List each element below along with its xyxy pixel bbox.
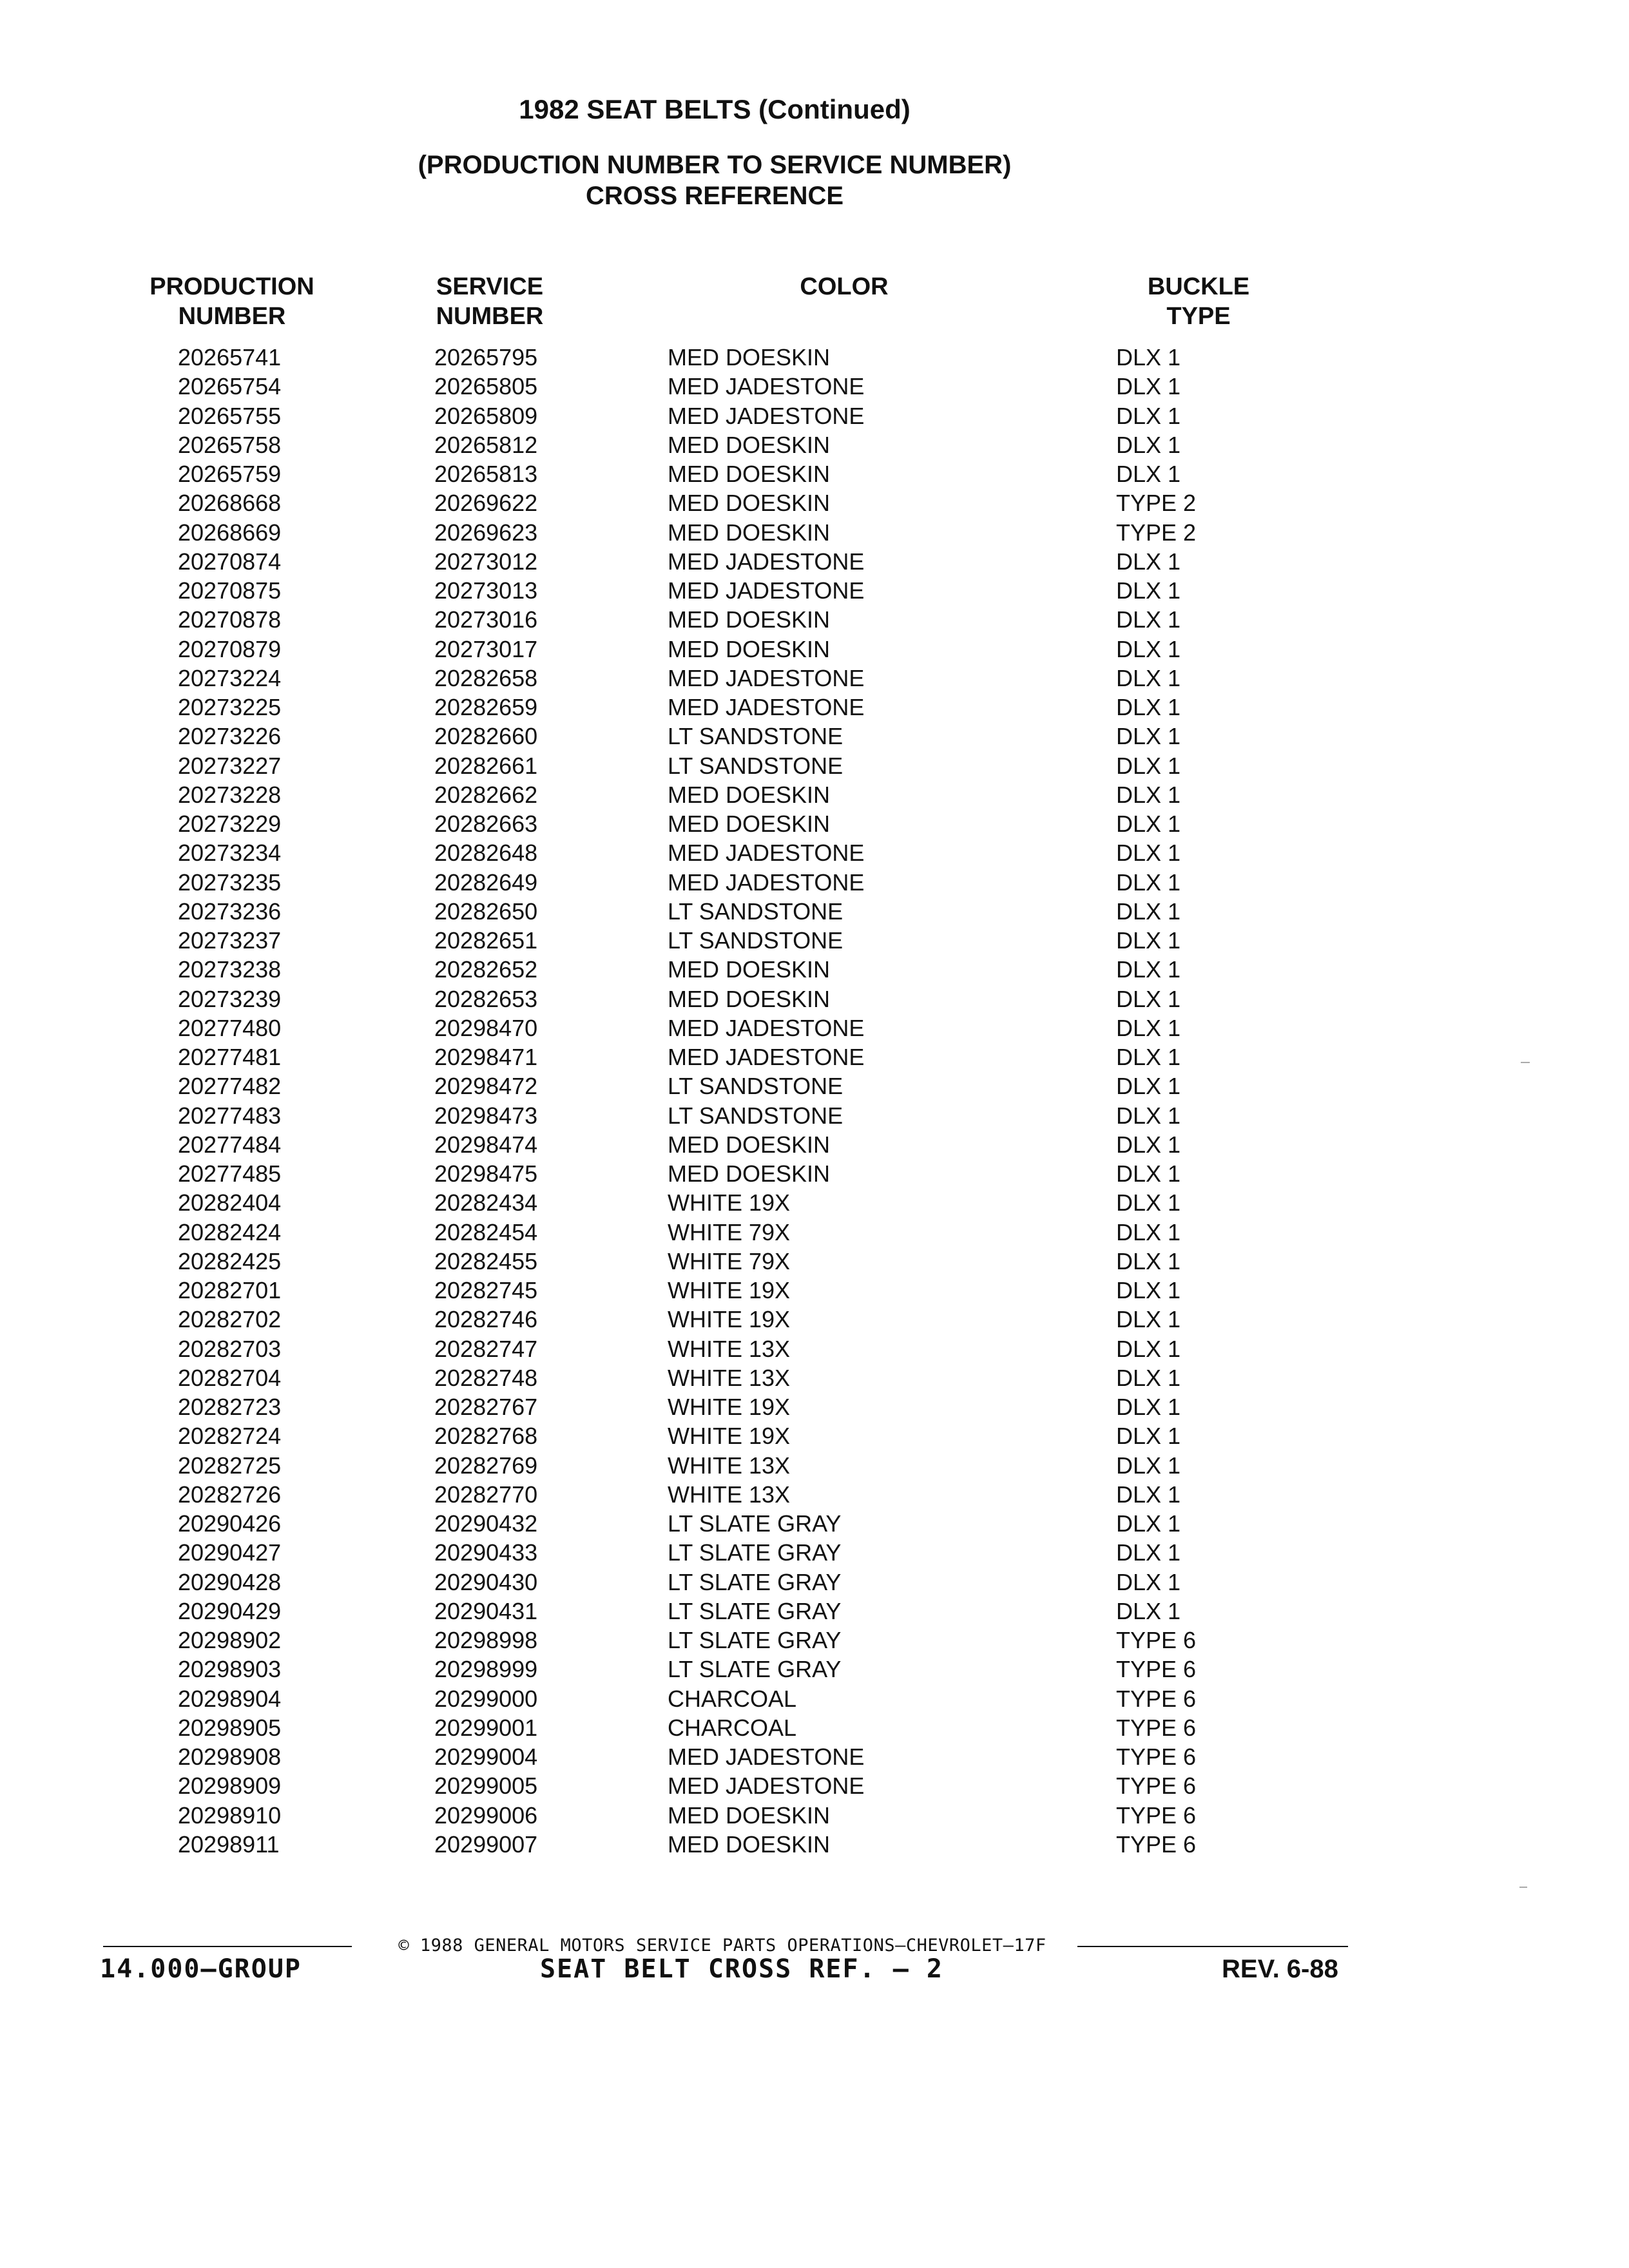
color-cell: MED DOESKIN	[668, 461, 831, 487]
color-cell: MED DOESKIN	[668, 1160, 831, 1187]
color-cell: LT SANDSTONE	[668, 898, 843, 925]
color-cell: WHITE 13X	[668, 1364, 791, 1391]
production-number-cell: 20282702	[178, 1306, 282, 1333]
buckle-type-cell: DLX 1	[1116, 1452, 1181, 1479]
service-number-cell: 20282663	[434, 811, 538, 837]
footer-rule-left	[103, 1946, 352, 1947]
color-cell: MED JADESTONE	[668, 694, 865, 720]
service-number-cell: 20290430	[434, 1568, 538, 1595]
copyright-notice: © 1988 GENERAL MOTORS SERVICE PARTS OPERATIONS—CHEVROLET—17F	[398, 1936, 1046, 1956]
buckle-type-cell: DLX 1	[1116, 781, 1181, 808]
production-number-cell: 20273227	[178, 752, 282, 779]
production-number-cell: 20268668	[178, 490, 282, 517]
production-number-cell: 20277484	[178, 1131, 282, 1158]
buckle-type-cell: TYPE 6	[1116, 1744, 1197, 1770]
color-cell: LT SANDSTONE	[668, 927, 843, 954]
color-cell: MED DOESKIN	[668, 1831, 831, 1858]
table-row	[0, 751, 1629, 780]
buckle-type-cell: DLX 1	[1116, 1014, 1181, 1041]
service-number-cell: 20282653	[434, 985, 538, 1012]
table-row	[0, 1771, 1629, 1800]
column-header-service	[387, 272, 593, 331]
buckle-type-cell: DLX 1	[1116, 1306, 1181, 1333]
buckle-type-cell: TYPE 6	[1116, 1802, 1197, 1829]
table-row	[0, 1480, 1629, 1509]
buckle-type-cell: TYPE 6	[1116, 1714, 1197, 1741]
buckle-type-cell: TYPE 6	[1116, 1685, 1197, 1712]
production-number-cell: 20273228	[178, 781, 282, 808]
table-row	[0, 547, 1629, 576]
color-cell: MED JADESTONE	[668, 869, 865, 896]
color-cell: MED DOESKIN	[668, 1131, 831, 1158]
production-number-cell: 20282724	[178, 1423, 282, 1450]
column-header-production	[129, 272, 335, 331]
table-row	[0, 430, 1629, 459]
production-number-cell: 20282725	[178, 1452, 282, 1479]
buckle-type-cell: DLX 1	[1116, 402, 1181, 429]
table-row	[0, 401, 1629, 430]
buckle-type-cell: DLX 1	[1116, 1481, 1181, 1508]
buckle-type-cell: DLX 1	[1116, 1277, 1181, 1303]
buckle-type-cell: DLX 1	[1116, 1044, 1181, 1070]
service-number-cell: 20298998	[434, 1627, 538, 1653]
production-number-cell: 20265755	[178, 402, 282, 429]
buckle-type-cell: DLX 1	[1116, 752, 1181, 779]
production-number-cell: 20298911	[178, 1831, 280, 1858]
service-number-cell: 20273017	[434, 635, 538, 662]
service-number-cell: 20282652	[434, 956, 538, 983]
table-row	[0, 1218, 1629, 1247]
color-cell: LT SLATE GRAY	[668, 1539, 842, 1566]
color-cell: MED JADESTONE	[668, 1773, 865, 1800]
service-number-cell: 20265813	[434, 461, 538, 487]
table-row	[0, 664, 1629, 693]
service-number-cell: 20282455	[434, 1247, 538, 1274]
production-number-cell: 20273237	[178, 927, 282, 954]
color-cell: MED DOESKIN	[668, 431, 831, 458]
buckle-type-cell: DLX 1	[1116, 956, 1181, 983]
buckle-type-cell: DLX 1	[1116, 1131, 1181, 1158]
column-header-color-line1: COLOR	[800, 273, 889, 300]
color-cell: MED DOESKIN	[668, 344, 831, 370]
production-number-cell: 20298904	[178, 1685, 282, 1712]
color-cell: MED JADESTONE	[668, 577, 865, 604]
column-header-buckle-line2: TYPE	[1166, 303, 1231, 330]
buckle-type-cell: DLX 1	[1116, 927, 1181, 954]
service-number-cell: 20282746	[434, 1306, 538, 1333]
buckle-type-cell: DLX 1	[1116, 869, 1181, 896]
production-number-cell: 20277482	[178, 1073, 282, 1100]
color-cell: WHITE 79X	[668, 1247, 791, 1274]
table-row	[0, 693, 1629, 722]
buckle-type-cell: DLX 1	[1116, 1510, 1181, 1537]
page-subtitle: (PRODUCTION NUMBER TO SERVICE NUMBER)	[418, 151, 1012, 179]
color-cell: LT SANDSTONE	[668, 723, 843, 750]
table-row	[0, 1742, 1629, 1771]
column-header-production-line2: NUMBER	[178, 303, 286, 330]
table-row	[0, 1305, 1629, 1334]
color-cell: MED DOESKIN	[668, 490, 831, 517]
table-row	[0, 1509, 1629, 1538]
color-cell: WHITE 19X	[668, 1277, 791, 1303]
table-row	[0, 1713, 1629, 1742]
color-cell: MED JADESTONE	[668, 373, 865, 400]
buckle-type-cell: DLX 1	[1116, 577, 1181, 604]
table-row	[0, 1568, 1629, 1597]
table-row	[0, 1830, 1629, 1859]
table-row	[0, 1188, 1629, 1217]
production-number-cell: 20273224	[178, 664, 282, 691]
service-number-cell: 20282767	[434, 1394, 538, 1420]
service-number-cell: 20282770	[434, 1481, 538, 1508]
service-number-cell: 20282658	[434, 664, 538, 691]
production-number-cell: 20282726	[178, 1481, 282, 1508]
service-number-cell: 20299001	[434, 1714, 538, 1741]
buckle-type-cell: DLX 1	[1116, 1160, 1181, 1187]
table-row	[0, 488, 1629, 517]
service-number-cell: 20282660	[434, 723, 538, 750]
color-cell: WHITE 19X	[668, 1394, 791, 1420]
buckle-type-cell: DLX 1	[1116, 840, 1181, 867]
color-cell: MED DOESKIN	[668, 635, 831, 662]
table-row	[0, 635, 1629, 664]
production-number-cell: 20265758	[178, 431, 282, 458]
table-row	[0, 1043, 1629, 1072]
table-row	[0, 1363, 1629, 1392]
service-number-cell: 20299004	[434, 1744, 538, 1770]
production-number-cell: 20270874	[178, 548, 282, 575]
production-number-cell: 20290427	[178, 1539, 282, 1566]
service-number-cell: 20290433	[434, 1539, 538, 1566]
buckle-type-cell: DLX 1	[1116, 985, 1181, 1012]
production-number-cell: 20277480	[178, 1014, 282, 1041]
color-cell: WHITE 19X	[668, 1306, 791, 1333]
service-number-cell: 20298474	[434, 1131, 538, 1158]
color-cell: CHARCOAL	[668, 1685, 797, 1712]
buckle-type-cell: DLX 1	[1116, 694, 1181, 720]
color-cell: MED DOESKIN	[668, 781, 831, 808]
buckle-type-cell: TYPE 2	[1116, 490, 1197, 517]
footer-rule-right	[1077, 1946, 1348, 1947]
service-number-cell: 20282745	[434, 1277, 538, 1303]
column-header-buckle	[1095, 272, 1302, 331]
table-row	[0, 1392, 1629, 1421]
production-number-cell: 20298903	[178, 1656, 282, 1683]
service-number-cell: 20298472	[434, 1073, 538, 1100]
buckle-type-cell: DLX 1	[1116, 1568, 1181, 1595]
service-number-cell: 20298470	[434, 1014, 538, 1041]
production-number-cell: 20273234	[178, 840, 282, 867]
table-row	[0, 1101, 1629, 1130]
service-number-cell: 20282648	[434, 840, 538, 867]
production-number-cell: 20298908	[178, 1744, 282, 1770]
buckle-type-cell: TYPE 6	[1116, 1831, 1197, 1858]
color-cell: MED JADESTONE	[668, 840, 865, 867]
table-row	[0, 1334, 1629, 1363]
table-row	[0, 985, 1629, 1014]
table-row	[0, 1538, 1629, 1567]
table-row	[0, 576, 1629, 605]
color-cell: WHITE 13X	[668, 1481, 791, 1508]
buckle-type-cell: DLX 1	[1116, 1335, 1181, 1362]
color-cell: WHITE 13X	[668, 1452, 791, 1479]
service-number-cell: 20265795	[434, 344, 538, 370]
color-cell: LT SANDSTONE	[668, 1102, 843, 1129]
buckle-type-cell: DLX 1	[1116, 1189, 1181, 1216]
service-number-cell: 20282649	[434, 869, 538, 896]
color-cell: WHITE 19X	[668, 1423, 791, 1450]
buckle-type-cell: DLX 1	[1116, 1597, 1181, 1624]
buckle-type-cell: DLX 1	[1116, 548, 1181, 575]
production-number-cell: 20282424	[178, 1218, 282, 1245]
scan-speck	[1521, 1062, 1530, 1063]
color-cell: LT SANDSTONE	[668, 1073, 843, 1100]
color-cell: WHITE 13X	[668, 1335, 791, 1362]
production-number-cell: 20282704	[178, 1364, 282, 1391]
color-cell: WHITE 79X	[668, 1218, 791, 1245]
service-number-cell: 20299007	[434, 1831, 538, 1858]
table-row	[0, 1072, 1629, 1100]
production-number-cell: 20282701	[178, 1277, 282, 1303]
color-cell: LT SLATE GRAY	[668, 1597, 842, 1624]
production-number-cell: 20270879	[178, 635, 282, 662]
production-number-cell: 20298902	[178, 1627, 282, 1653]
buckle-type-cell: TYPE 6	[1116, 1656, 1197, 1683]
production-number-cell: 20273239	[178, 985, 282, 1012]
table-row	[0, 605, 1629, 634]
color-cell: MED DOESKIN	[668, 956, 831, 983]
service-number-cell: 20265809	[434, 402, 538, 429]
color-cell: MED JADESTONE	[668, 402, 865, 429]
table-row	[0, 343, 1629, 372]
table-row	[0, 518, 1629, 547]
page-subtitle-secondary: CROSS REFERENCE	[585, 182, 844, 210]
column-header-buckle-line1: BUCKLE	[1147, 273, 1250, 300]
buckle-type-cell: DLX 1	[1116, 373, 1181, 400]
production-number-cell: 20273236	[178, 898, 282, 925]
service-number-cell: 20299000	[434, 1685, 538, 1712]
service-number-cell: 20298471	[434, 1044, 538, 1070]
table-row	[0, 1247, 1629, 1276]
buckle-type-cell: DLX 1	[1116, 1539, 1181, 1566]
service-number-cell: 20298475	[434, 1160, 538, 1187]
service-number-cell: 20282747	[434, 1335, 538, 1362]
production-number-cell: 20270878	[178, 606, 282, 633]
service-number-cell: 20273013	[434, 577, 538, 604]
color-cell: MED DOESKIN	[668, 811, 831, 837]
table-row	[0, 897, 1629, 926]
service-number-cell: 20265805	[434, 373, 538, 400]
service-number-cell: 20282748	[434, 1364, 538, 1391]
table-row	[0, 459, 1629, 488]
service-number-cell: 20265812	[434, 431, 538, 458]
service-number-cell: 20298473	[434, 1102, 538, 1129]
production-number-cell: 20282723	[178, 1394, 282, 1420]
service-number-cell: 20299005	[434, 1773, 538, 1800]
production-number-cell: 20265741	[178, 344, 282, 370]
table-row	[0, 868, 1629, 897]
table-row	[0, 1451, 1629, 1480]
column-header-service-line2: NUMBER	[436, 303, 544, 330]
table-row	[0, 1801, 1629, 1830]
service-number-cell: 20298999	[434, 1656, 538, 1683]
service-number-cell: 20282651	[434, 927, 538, 954]
buckle-type-cell: DLX 1	[1116, 635, 1181, 662]
production-number-cell: 20273226	[178, 723, 282, 750]
color-cell: MED JADESTONE	[668, 1744, 865, 1770]
service-number-cell: 20290431	[434, 1597, 538, 1624]
page-title: 1982 SEAT BELTS (Continued)	[519, 94, 911, 124]
production-number-cell: 20273238	[178, 956, 282, 983]
production-number-cell: 20265754	[178, 373, 282, 400]
buckle-type-cell: DLX 1	[1116, 1394, 1181, 1420]
color-cell: LT SLATE GRAY	[668, 1568, 842, 1595]
table-row	[0, 1276, 1629, 1305]
color-cell: MED JADESTONE	[668, 548, 865, 575]
buckle-type-cell: DLX 1	[1116, 811, 1181, 837]
revision-label: REV. 6-88	[1222, 1955, 1338, 1983]
service-number-cell: 20282454	[434, 1218, 538, 1245]
color-cell: MED DOESKIN	[668, 1802, 831, 1829]
service-number-cell: 20282659	[434, 694, 538, 720]
buckle-type-cell: TYPE 6	[1116, 1627, 1197, 1653]
buckle-type-cell: TYPE 6	[1116, 1773, 1197, 1800]
service-number-cell: 20282661	[434, 752, 538, 779]
production-number-cell: 20270875	[178, 577, 282, 604]
color-cell: LT SLATE GRAY	[668, 1627, 842, 1653]
scan-speck	[1519, 1887, 1527, 1888]
buckle-type-cell: DLX 1	[1116, 664, 1181, 691]
production-number-cell: 20282703	[178, 1335, 282, 1362]
production-number-cell: 20282404	[178, 1189, 282, 1216]
service-number-cell: 20282662	[434, 781, 538, 808]
color-cell: MED JADESTONE	[668, 664, 865, 691]
table-row	[0, 1626, 1629, 1655]
buckle-type-cell: DLX 1	[1116, 1218, 1181, 1245]
table-row	[0, 722, 1629, 751]
table-row	[0, 1014, 1629, 1043]
table-row	[0, 1130, 1629, 1159]
production-number-cell: 20277485	[178, 1160, 282, 1187]
buckle-type-cell: DLX 1	[1116, 344, 1181, 370]
color-cell: WHITE 19X	[668, 1189, 791, 1216]
production-number-cell: 20265759	[178, 461, 282, 487]
column-header-service-line1: SERVICE	[436, 273, 544, 300]
service-number-cell: 20273016	[434, 606, 538, 633]
production-number-cell: 20273229	[178, 811, 282, 837]
service-number-cell: 20269622	[434, 490, 538, 517]
service-number-cell: 20269623	[434, 519, 538, 546]
color-cell: MED DOESKIN	[668, 519, 831, 546]
production-number-cell: 20277481	[178, 1044, 282, 1070]
color-cell: LT SLATE GRAY	[668, 1510, 842, 1537]
table-row	[0, 926, 1629, 955]
buckle-type-cell: DLX 1	[1116, 1073, 1181, 1100]
color-cell: CHARCOAL	[668, 1714, 797, 1741]
service-number-cell: 20282769	[434, 1452, 538, 1479]
table-row	[0, 1655, 1629, 1684]
production-number-cell: 20273235	[178, 869, 282, 896]
service-number-cell: 20273012	[434, 548, 538, 575]
buckle-type-cell: DLX 1	[1116, 606, 1181, 633]
color-cell: LT SLATE GRAY	[668, 1656, 842, 1683]
buckle-type-cell: DLX 1	[1116, 723, 1181, 750]
production-number-cell: 20277483	[178, 1102, 282, 1129]
production-number-cell: 20290426	[178, 1510, 282, 1537]
table-row	[0, 955, 1629, 984]
color-cell: MED DOESKIN	[668, 985, 831, 1012]
production-number-cell: 20298909	[178, 1773, 282, 1800]
service-number-cell: 20282768	[434, 1423, 538, 1450]
service-number-cell: 20290432	[434, 1510, 538, 1537]
buckle-type-cell: DLX 1	[1116, 1247, 1181, 1274]
buckle-type-cell: TYPE 2	[1116, 519, 1197, 546]
production-number-cell: 20298910	[178, 1802, 282, 1829]
group-label: 14.000—GROUP	[100, 1954, 302, 1984]
column-header-color	[741, 272, 947, 302]
table-row	[0, 780, 1629, 809]
color-cell: MED JADESTONE	[668, 1014, 865, 1041]
table-row	[0, 372, 1629, 401]
color-cell: MED DOESKIN	[668, 606, 831, 633]
production-number-cell: 20290428	[178, 1568, 282, 1595]
table-row	[0, 838, 1629, 867]
table-row	[0, 809, 1629, 838]
table-row	[0, 1597, 1629, 1626]
buckle-type-cell: DLX 1	[1116, 898, 1181, 925]
table-row	[0, 1159, 1629, 1188]
section-label: SEAT BELT CROSS REF. — 2	[540, 1954, 943, 1984]
table-row	[0, 1684, 1629, 1713]
buckle-type-cell: DLX 1	[1116, 1423, 1181, 1450]
production-number-cell: 20282425	[178, 1247, 282, 1274]
service-number-cell: 20282650	[434, 898, 538, 925]
color-cell: LT SANDSTONE	[668, 752, 843, 779]
service-number-cell: 20282434	[434, 1189, 538, 1216]
buckle-type-cell: DLX 1	[1116, 1102, 1181, 1129]
production-number-cell: 20298905	[178, 1714, 282, 1741]
color-cell: MED JADESTONE	[668, 1044, 865, 1070]
production-number-cell: 20268669	[178, 519, 282, 546]
service-number-cell: 20299006	[434, 1802, 538, 1829]
cross-reference-table	[0, 343, 1629, 1859]
column-header-production-line1: PRODUCTION	[149, 273, 314, 300]
buckle-type-cell: DLX 1	[1116, 1364, 1181, 1391]
production-number-cell: 20273225	[178, 694, 282, 720]
table-row	[0, 1421, 1629, 1450]
production-number-cell: 20290429	[178, 1597, 282, 1624]
buckle-type-cell: DLX 1	[1116, 461, 1181, 487]
buckle-type-cell: DLX 1	[1116, 431, 1181, 458]
